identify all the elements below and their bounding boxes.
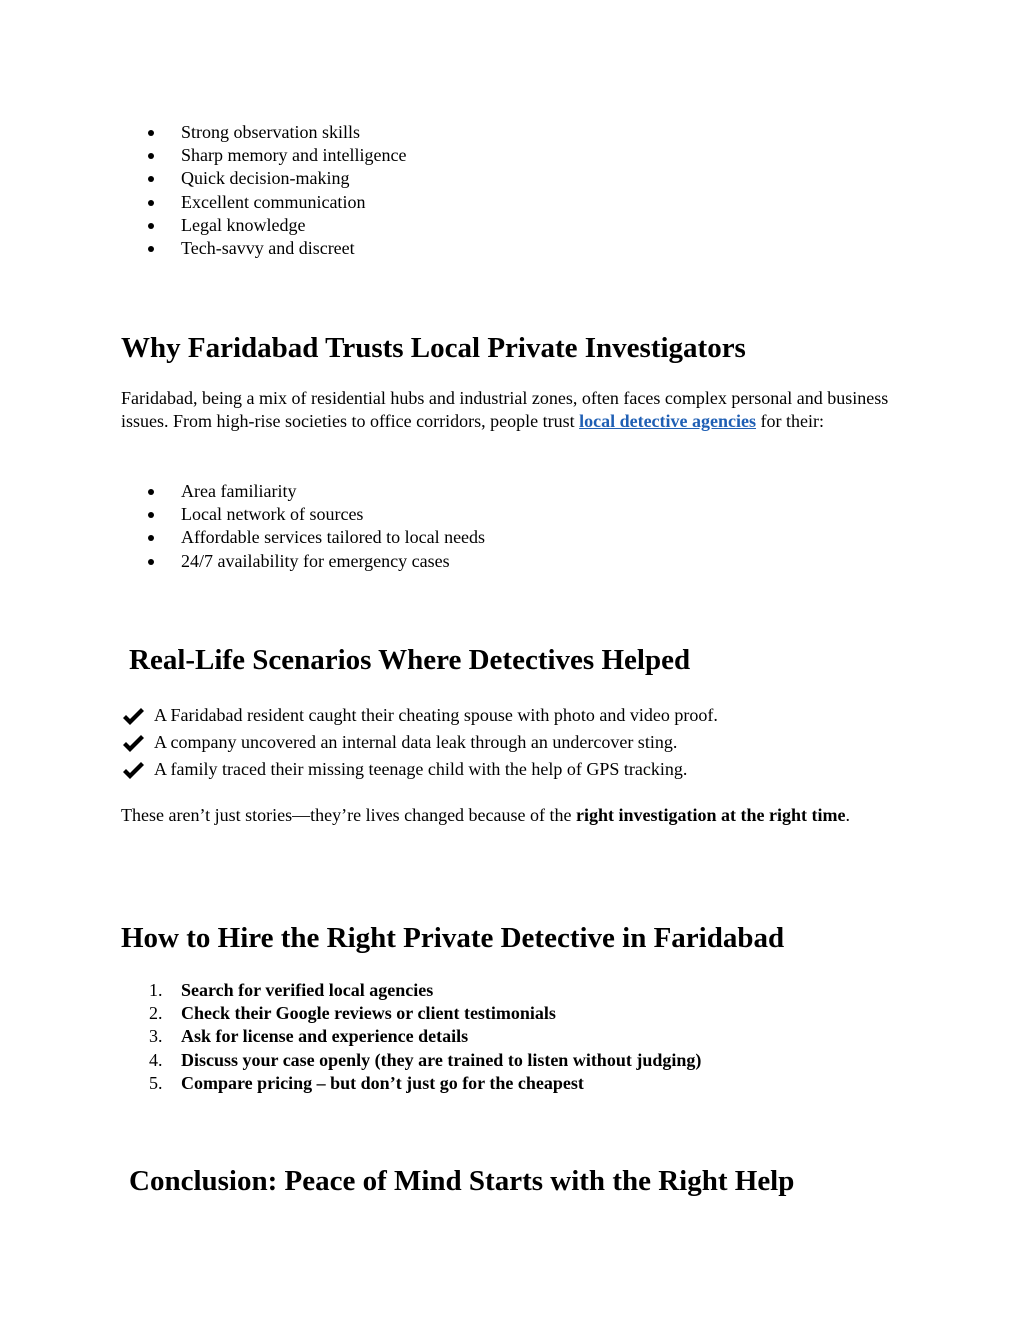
list-item: 3. Ask for license and experience details [149, 1026, 469, 1047]
section-heading-scenarios: Real-Life Scenarios Where Detectives Helped [129, 644, 691, 676]
skills-list-block [181, 121, 406, 260]
scenarios-heading-block [129, 642, 690, 678]
hire-heading-block [121, 920, 784, 956]
bullet-dot-icon [148, 130, 154, 136]
checkmark-icon [121, 733, 145, 755]
bullet-dot-icon [148, 223, 154, 229]
bullet-dot-icon [148, 559, 154, 565]
list-item: Sharp memory and intelligence [181, 144, 406, 167]
trust-list-block [181, 480, 485, 573]
section-heading-conclusion: Conclusion: Peace of Mind Starts with the Right Help [129, 1165, 795, 1197]
trust-list [181, 480, 485, 573]
list-item: Local network of sources [181, 503, 485, 526]
list-item: Excellent communication [181, 191, 406, 214]
list-item: Legal knowledge [181, 214, 406, 237]
bullet-dot-icon [148, 512, 154, 518]
hire-steps-list [149, 979, 702, 1095]
bullet-dot-icon [148, 489, 154, 495]
trust-paragraph-block [121, 387, 911, 433]
list-item: Tech-savvy and discreet [181, 237, 406, 260]
list-item: A family traced their missing teenage child with the help of GPS tracking. [121, 756, 718, 783]
bullet-dot-icon [148, 153, 154, 159]
skills-list [181, 121, 406, 260]
bullet-dot-icon [148, 246, 154, 252]
list-item: Area familiarity [181, 480, 485, 503]
conclusion-heading-block [129, 1163, 794, 1199]
section-heading-hire: How to Hire the Right Private Detective in Faridabad [121, 922, 785, 954]
bullet-dot-icon [148, 176, 154, 182]
local-detective-agencies-link[interactable]: local detective agencies [579, 411, 757, 432]
trust-heading-block [121, 330, 746, 366]
list-item: 2. Check their Google reviews or client testimonials [149, 1003, 556, 1024]
section-heading-trust: Why Faridabad Trusts Local Private Investigators [121, 332, 746, 364]
trust-paragraph: Faridabad, being a mix of residential hubs and industrial zones, often faces complex personal and business issues. From high-rise societies to office corridors, people trust local detective agencies for their: [121, 388, 889, 432]
hire-steps-block [149, 979, 702, 1095]
list-item: Affordable services tailored to local needs [181, 526, 485, 549]
checkmark-icon [121, 760, 145, 782]
scenarios-closing-paragraph: These aren’t just stories—they’re lives changed because of the right investigation at the right time. [121, 805, 850, 825]
list-item: 24/7 availability for emergency cases [181, 550, 485, 573]
list-item: 1. Search for verified local agencies [149, 980, 434, 1000]
scenarios-closing-block [121, 804, 911, 827]
checkmark-icon [121, 706, 145, 728]
list-item: 4. Discuss your case openly (they are trained to listen without judging) [149, 1049, 702, 1070]
bullet-dot-icon [148, 535, 154, 541]
list-item: Strong observation skills [181, 121, 406, 144]
list-item: 5. Compare pricing – but don’t just go for the cheapest [149, 1072, 584, 1093]
list-item: A Faridabad resident caught their cheating spouse with photo and video proof. [121, 702, 718, 729]
list-item: Quick decision-making [181, 167, 406, 190]
bullet-dot-icon [148, 200, 154, 206]
scenarios-list-block [121, 702, 718, 783]
list-item: A company uncovered an internal data leak through an undercover sting. [121, 729, 718, 756]
